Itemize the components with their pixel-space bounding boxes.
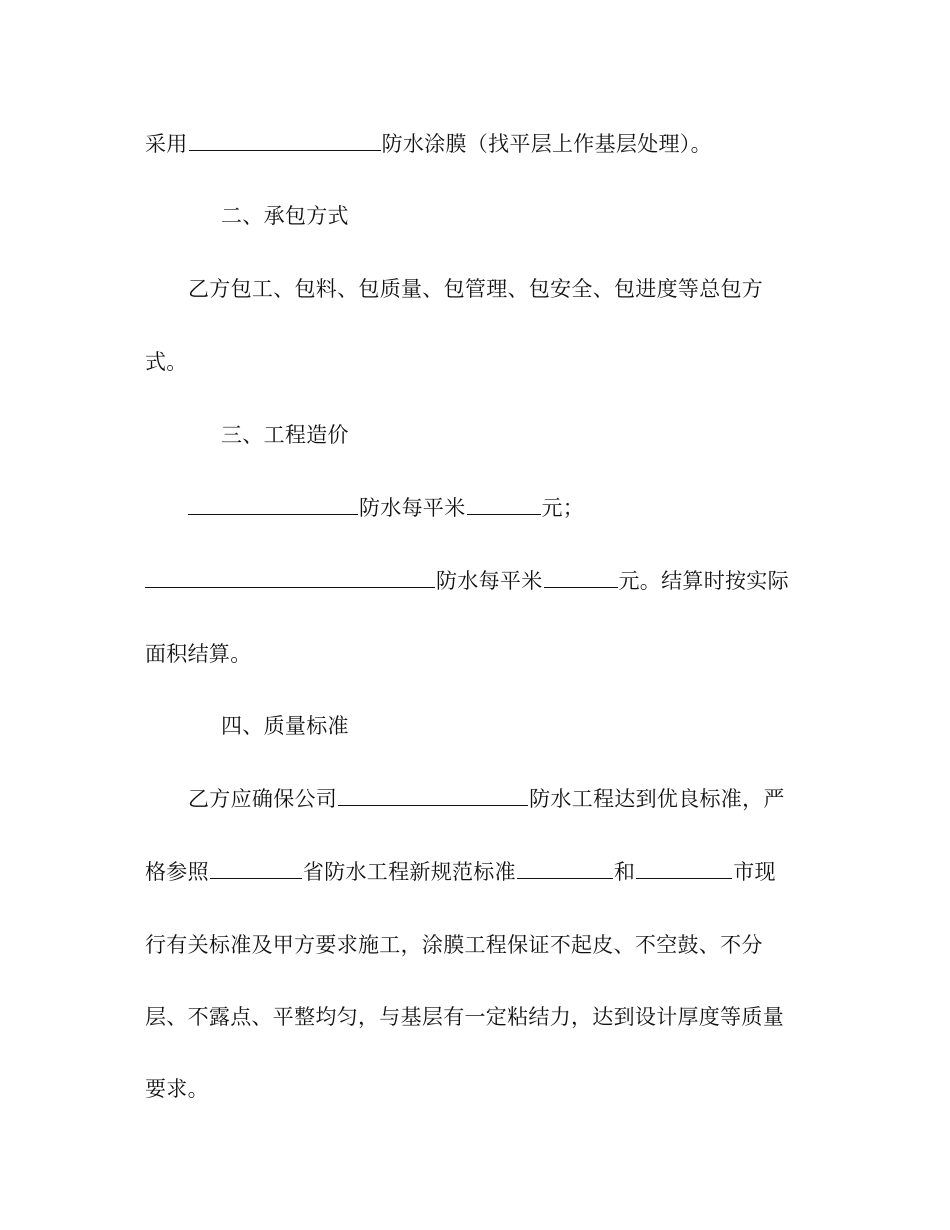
text-segment: 乙方应确保公司 xyxy=(188,787,338,811)
text-segment: 元； xyxy=(541,496,585,520)
paragraph-line xyxy=(145,346,805,378)
fill-in-blank xyxy=(636,858,732,879)
text-segment: 格参照 xyxy=(145,860,209,884)
fill-in-blank xyxy=(210,858,302,879)
text-segment: 要求。 xyxy=(145,1077,209,1101)
fill-in-blank xyxy=(145,567,435,588)
text-segment: 式。 xyxy=(145,350,188,374)
section-heading-quality xyxy=(221,710,881,742)
paragraph-line xyxy=(145,929,805,961)
text-segment: 市现 xyxy=(733,860,776,884)
fill-in-blank xyxy=(544,567,618,588)
text-segment: 防水每平米 xyxy=(359,496,466,520)
fill-in-blank xyxy=(338,785,528,806)
text-segment: 和 xyxy=(613,860,636,884)
text-segment: 层、不露点、平整均匀，与基层有一定粘结力，达到设计厚度等质量 xyxy=(145,1005,784,1029)
text-segment: 采用 xyxy=(145,132,188,156)
section-heading-cost xyxy=(221,419,881,451)
paragraph-line xyxy=(188,273,848,305)
paragraph-line-material xyxy=(145,128,805,160)
text-segment: 乙方包工、包料、包质量、包管理、包安全、包进度等总包方 xyxy=(188,277,764,301)
paragraph-line-standards xyxy=(145,856,805,888)
paragraph-line xyxy=(145,1073,805,1105)
text-segment: 防水每平米 xyxy=(436,569,543,593)
fill-in-blank xyxy=(467,494,541,515)
fill-in-blank xyxy=(517,858,613,879)
paragraph-line-quality xyxy=(188,783,848,815)
section-heading-contract-method xyxy=(221,200,881,232)
paragraph-line xyxy=(145,1001,805,1033)
text-segment: 元。结算时按实际 xyxy=(618,569,789,593)
fill-in-blank xyxy=(189,130,381,151)
section-heading-text: 四、质量标准 xyxy=(221,714,349,738)
text-segment: 面积结算。 xyxy=(145,642,252,666)
fill-in-blank xyxy=(188,494,358,515)
text-segment: 省防水工程新规范标准 xyxy=(302,860,516,884)
paragraph-line-price-2 xyxy=(145,565,805,597)
section-heading-text: 二、承包方式 xyxy=(221,204,349,228)
text-segment: 防水涂膜（找平层上作基层处理）。 xyxy=(381,132,712,156)
paragraph-line xyxy=(145,638,805,670)
text-segment: 防水工程达到优良标准，严 xyxy=(529,787,785,811)
section-heading-text: 三、工程造价 xyxy=(221,423,349,447)
paragraph-line-price-1 xyxy=(188,492,848,524)
text-segment: 行有关标准及甲方要求施工，涂膜工程保证不起皮、不空鼓、不分 xyxy=(145,933,763,957)
